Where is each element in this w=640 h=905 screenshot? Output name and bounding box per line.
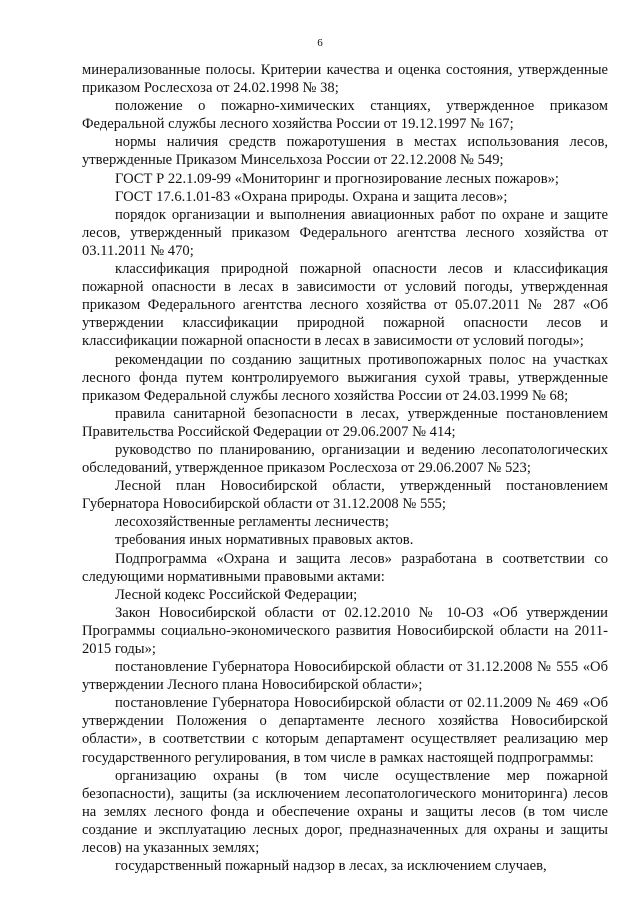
paragraph: правила санитарной безопасности в лесах, утвержденные постановлением Правительства Российской Федерации от 29.06.2007 № 414; [82,405,608,440]
paragraph: порядок организации и выполнения авиационных работ по охране и защите лесов, утвержденный приказом Федерального агентства лесного хозяйства от 03.11.2011 № 470; [82,206,608,259]
paragraph: постановление Губернатора Новосибирской области от 02.11.2009 № 469 «Об утверждении Положения о департаменте лесного хозяйства Новосибирской области», в соответствии с которым департамент осуществляет реализацию мер государственного регулирования, в том числе в рамках настоящей подпрограммы: [82,695,608,766]
paragraph: государственный пожарный надзор в лесах, за исключением случаев, [115,858,547,875]
paragraph: постановление Губернатора Новосибирской области от 31.12.2008 № 555 «Об утверждении Лесного плана Новосибирской области»; [82,659,608,694]
paragraph: руководство по планированию, организации и ведению лесопатологических обследований, утвержденное приказом Рослесхоза от 29.06.2007 № 523; [82,441,608,477]
paragraph: минерализованные полосы. Критерии качества и оценка состояния, утвержденные приказом Рослесхоза от 24.02.1998 № 38; [82,62,608,97]
paragraph: положение о пожарно-химических станциях, утвержденное приказом Федеральной службы лесного хозяйства России от 19.12.1997 № 167; [82,98,608,133]
paragraph: требования иных нормативных правовых актов. [115,532,414,549]
page-number: 6 [317,37,323,49]
paragraph: организацию охраны (в том числе осуществление мер пожарной безопасности), защиты (за исключением лесопатологического мониторинга) лесов на землях лесного фонда и обеспечение охраны и защиты лесов (в том числе создание и эксплуатацию лесных дорог, предназначенных для охраны и защиты лесов) на указанных землях; [82,767,608,857]
paragraph: Подпрограмма «Охрана и защита лесов» разработана в соответствии со следующими нормативными правовыми актами: [82,550,608,585]
paragraph: нормы наличия средств пожаротушения в местах использования лесов, утвержденные Приказом Минсельхоза России от 22.12.2008 № 549; [82,134,608,169]
paragraph: ГОСТ Р 22.1.09-99 «Мониторинг и прогнозирование лесных пожаров»; [115,170,559,187]
paragraph: рекомендации по созданию защитных противопожарных полос на участках лесного фонда путем контролируемого выжигания сухой травы, утвержденные приказом Федеральной службы лесного хозяйства России от 24.03.1999 № 68; [82,351,608,404]
paragraph: Лесной план Новосибирской области, утвержденный постановлением Губернатора Новосибирской области от 31.12.2008 № 555; [82,478,608,513]
paragraph: ГОСТ 17.6.1.01-83 «Охрана природы. Охрана и защита лесов»; [115,188,508,205]
paragraph: Лесной кодекс Российской Федерации; [115,586,358,603]
paragraph: классификация природной пожарной опасности лесов и классификация пожарной опасности в лесах в зависимости от условий погоды, утвержденная приказом Федерального агентства лесного хозяйства от 05.07.2011 № 287 «Об утверждении классификации природной пожарной опасности лесов и классификации пожарной опасности в лесах в зависимости от условий погоды»; [82,261,608,350]
document-body [82,61,608,875]
paragraph: лесохозяйственные регламенты лесничеств; [115,514,389,531]
paragraph: Закон Новосибирской области от 02.12.2010 № 10-ОЗ «Об утверждении Программы социально-экономического развития Новосибирской области на 2011-2015 годы»; [82,604,608,657]
